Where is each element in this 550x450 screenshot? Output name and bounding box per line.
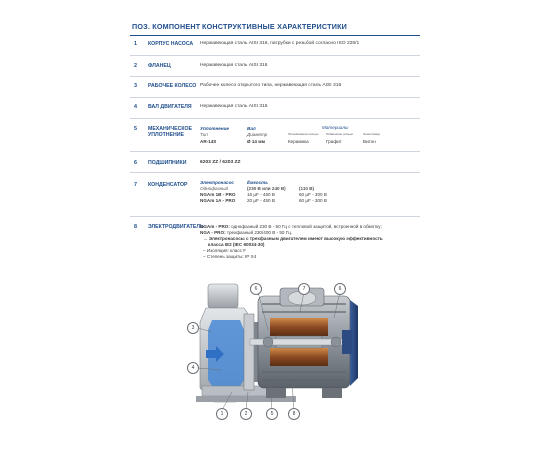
cap-value-110: 60 μF - 300 В: [299, 198, 327, 203]
cap-value-230: 16 μF - 450 В: [247, 192, 275, 197]
cap-model: NGAm 1B - PRO: [200, 192, 236, 197]
row-number: 3: [134, 83, 137, 89]
motor-line-6: – Степень защиты: IP X4: [203, 254, 257, 259]
motor-line-3: → Электронасосы с трехфазным двигателем имеют высокую эффективность: [203, 236, 383, 241]
row-number: 4: [134, 104, 137, 110]
row-component: КОНДЕНСАТОР: [148, 182, 188, 188]
cap-value-230: 20 μF - 450 В: [247, 198, 275, 203]
seal-col-materials: Материалы: [322, 125, 349, 130]
row-component: МЕХАНИЧЕСКОЕ УПЛОТНЕНИЕ: [148, 126, 192, 139]
cap-capacity-label: Ёмкость: [247, 180, 268, 185]
callout-8: 8: [288, 408, 300, 420]
seal-type: AR-14S: [200, 139, 217, 144]
cap-voltage-2: (110 В): [299, 186, 315, 191]
seal-stationary: Керамика: [288, 139, 309, 144]
row-component: ЭЛЕКТРОДВИГАТЕЛЬ: [148, 224, 204, 230]
row-number: 1: [134, 41, 137, 47]
row-number: 2: [134, 63, 137, 69]
callout-6b: 6: [334, 283, 346, 295]
seal-elastomer-label: Эластомер: [363, 132, 380, 136]
seal-type-label: Тип: [200, 132, 208, 137]
callout-7: 7: [298, 283, 310, 295]
seal-rotating: Графит: [326, 139, 342, 144]
motor-body: [250, 288, 350, 398]
callout-2: 2: [240, 408, 252, 420]
motor-line-4: класса IE2 (IEC 60034-30): [208, 242, 265, 247]
callout-4: 4: [187, 362, 199, 374]
header-characteristics: КОНСТРУКТИВНЫЕ ХАРАКТЕРИСТИКИ: [202, 22, 348, 31]
seal-elastomer: Витон: [363, 139, 376, 144]
callout-1: 1: [216, 408, 228, 420]
row-description: 6203 ZZ / 6203 ZZ: [200, 160, 241, 165]
motor-line-2: NGA - PRO: трехфазный 230/400 В - 50 Гц.: [200, 230, 293, 235]
callout-3: 3: [187, 322, 199, 334]
row-component: РАБОЧЕЕ КОЛЕСО: [148, 83, 197, 89]
row-description: Нержавеющая сталь AISI 316: [200, 104, 268, 109]
row-description: Нержавеющая сталь AISI 316: [200, 63, 268, 68]
seal-stationary-label: Неподвижное кольцо: [288, 132, 319, 136]
cap-single-phase: Однофазный: [200, 186, 229, 191]
seal-rotating-label: Подвижное кольцо: [326, 132, 354, 136]
callout-6: 6: [250, 283, 262, 295]
motor-line-5: – Изоляция: класс F: [203, 248, 247, 253]
cap-voltage-1: (230 В или 240 В): [247, 186, 286, 191]
callout-5: 5: [266, 408, 278, 420]
motor-line-1: NGAm - PRO: однофазный 230 В - 50 Гц с тепловой защитой, встроенной в обмотку;: [200, 224, 382, 229]
seal-diameter: Ø 14 мм: [247, 139, 266, 144]
row-number: 7: [134, 182, 137, 188]
row-component: ВАЛ ДВИГАТЕЛЯ: [148, 104, 192, 110]
row-description: Нержавеющая сталь AISI 316, патрубки с резьбой согласно ISO 228/1: [200, 41, 360, 46]
seal-col-seal: Уплотнение: [200, 126, 229, 131]
row-component: ФЛАНЕЦ: [148, 63, 171, 69]
row-number: 5: [134, 126, 137, 132]
row-component: ПОДШИПНИКИ: [148, 160, 187, 166]
cap-pump-label: Электронасос: [200, 180, 234, 185]
seal-col-shaft: Вал: [247, 126, 256, 131]
cap-model: NGAm 1A - PRO: [200, 198, 236, 203]
impeller: [244, 314, 260, 390]
row-number: 6: [134, 160, 137, 166]
row-number: 8: [134, 224, 137, 230]
row-component: КОРПУС НАСОСА: [148, 41, 194, 47]
row-description: Рабочее колесо открытого типа, нержавеющая сталь AISI 316: [200, 83, 342, 88]
seal-diameter-label: Диаметр: [247, 132, 268, 137]
cap-value-110: 60 μF - 300 В: [299, 192, 327, 197]
header-pos-component: ПОЗ. КОМПОНЕНТ: [132, 22, 201, 31]
